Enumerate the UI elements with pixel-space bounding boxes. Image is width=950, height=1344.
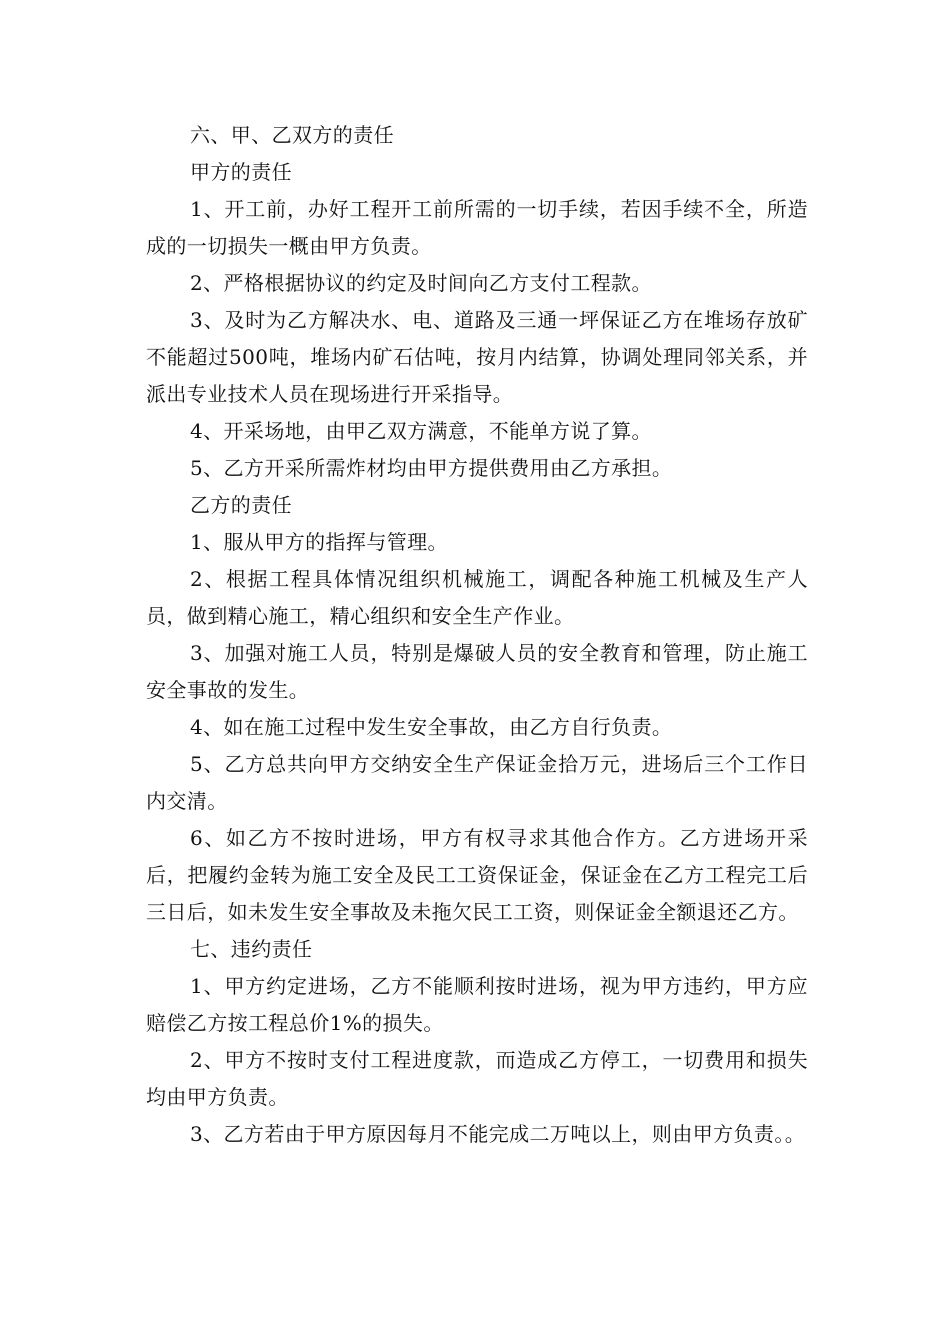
party-b-clause-2: 2、根据工程具体情况组织机械施工，调配各种施工机械及生产人员，做到精心施工，精心组织和安全生产作业。 (146, 567, 808, 628)
subheading-party-a-responsibilities: 甲方的责任 (190, 160, 292, 184)
party-a-clause-4: 4、开采场地，由甲乙双方满意，不能单方说了算。 (190, 419, 652, 443)
subheading-party-b-responsibilities: 乙方的责任 (190, 493, 292, 517)
party-b-clause-3: 3、加强对施工人员，特别是爆破人员的安全教育和管理，防止施工安全事故的发生。 (146, 641, 808, 702)
breach-clause-1: 1、甲方约定进场，乙方不能顺利按时进场，视为甲方违约，甲方应赔偿乙方按工程总价1%的损失。 (146, 974, 808, 1035)
breach-clause-2: 2、甲方不按时支付工程进度款，而造成乙方停工，一切费用和损失均由甲方负责。 (146, 1048, 808, 1109)
party-b-clause-6: 6、如乙方不按时进场，甲方有权寻求其他合作方。乙方进场开采后，把履约金转为施工安全及民工工资保证金，保证金在乙方工程完工后三日后，如未发生安全事故及未拖欠民工工资，则保证金全额退还乙方。 (146, 826, 808, 924)
document-body (146, 117, 808, 1153)
breach-clause-3: 3、乙方若由于甲方原因每月不能完成二万吨以上，则由甲方负责。。 (190, 1122, 806, 1146)
party-a-clause-5: 5、乙方开采所需炸材均由甲方提供费用由乙方承担。 (190, 456, 673, 480)
section-heading-breach-liability: 七、违约责任 (190, 937, 313, 961)
party-a-clause-1: 1、开工前，办好工程开工前所需的一切手续，若因手续不全，所造成的一切损失一概由甲方负责。 (146, 197, 808, 258)
party-b-clause-1: 1、服从甲方的指挥与管理。 (190, 530, 448, 554)
party-a-clause-2: 2、严格根据协议的约定及时间向乙方支付工程款。 (190, 271, 652, 295)
party-b-clause-5: 5、乙方总共向甲方交纳安全生产保证金拾万元，进场后三个工作日内交清。 (146, 752, 808, 813)
section-heading-responsibilities: 六、甲、乙双方的责任 (190, 123, 394, 147)
party-b-clause-4: 4、如在施工过程中发生安全事故，由乙方自行负责。 (190, 715, 673, 739)
party-a-clause-3: 3、及时为乙方解决水、电、道路及三通一坪保证乙方在堆场存放矿不能超过500吨，堆场内矿石估吨，按月内结算，协调处理同邻关系，并派出专业技术人员在现场进行开采指导。 (146, 308, 808, 406)
